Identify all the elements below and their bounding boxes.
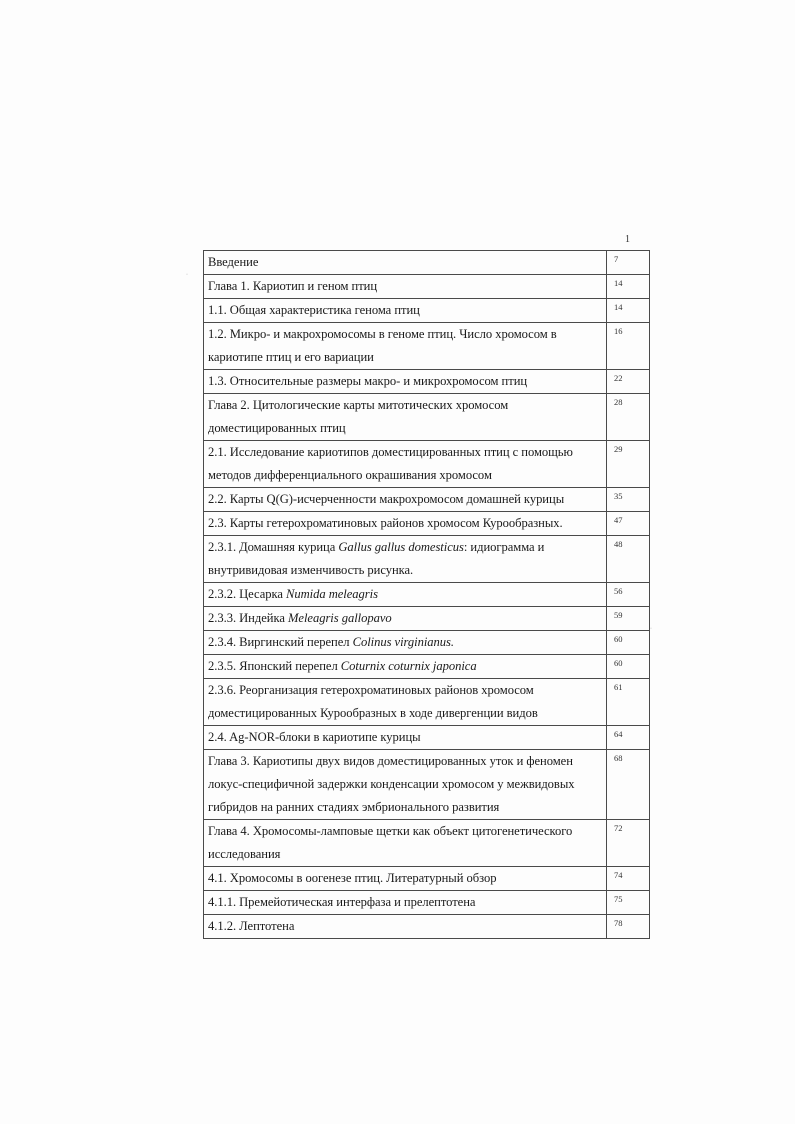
toc-row [204, 488, 650, 512]
toc-entry-page: 14 [607, 299, 650, 323]
toc-row [204, 655, 650, 679]
toc-row [204, 251, 650, 275]
toc-title-text: 2.4. Ag-NOR-блоки в кариотипе курицы [208, 730, 421, 744]
toc-row [204, 441, 650, 488]
toc-row [204, 536, 650, 583]
toc-title-text: 2.3. Карты гетерохроматиновых районов хромосом Курообразных. [208, 516, 563, 530]
toc-row [204, 299, 650, 323]
toc-row [204, 820, 650, 867]
toc-row [204, 867, 650, 891]
toc-entry-page: 29 [607, 441, 650, 488]
toc-entry-title [204, 679, 607, 726]
toc-entry-title [204, 323, 607, 370]
toc-entry-page: 56 [607, 583, 650, 607]
table-of-contents [203, 250, 650, 939]
toc-entry-title [204, 299, 607, 323]
toc-title-text: 2.3.2. Цесарка [208, 587, 287, 601]
toc-row [204, 915, 650, 939]
toc-title-text: 1.3. Относительные размеры макро- и микрохромосом птиц [208, 374, 528, 388]
toc-row [204, 891, 650, 915]
toc-title-text: Глава 1. Кариотип и геном птиц [208, 279, 378, 293]
toc-title-text: 1.1. Общая характеристика генома птиц [208, 303, 420, 317]
toc-row [204, 323, 650, 370]
toc-title-text: 2.2. Карты Q(G)-исчерченности макрохромосом домашней курицы [208, 492, 565, 506]
toc-entry-title [204, 583, 607, 607]
toc-title-text: Введение [208, 255, 259, 269]
toc-entry-page: 16 [607, 323, 650, 370]
toc-entry-page: 61 [607, 679, 650, 726]
toc-entry-page: 7 [607, 251, 650, 275]
toc-title-text: 4.1. Хромосомы в оогенезе птиц. Литературный обзор [208, 871, 497, 885]
toc-entry-title [204, 820, 607, 867]
toc-title-text: 4.1.1. Премейотическая интерфаза и прелептотена [208, 895, 476, 909]
toc-row [204, 512, 650, 536]
toc-entry-page: 72 [607, 820, 650, 867]
toc-title-italic: Colinus virginianus. [352, 635, 454, 649]
toc-row [204, 679, 650, 726]
toc-title-text: 2.3.1. Домашняя курица [208, 540, 339, 554]
toc-title-text: Глава 4. Хромосомы-ламповые щетки как объект цитогенетического исследования [208, 824, 573, 861]
toc-entry-title [204, 488, 607, 512]
toc-row [204, 370, 650, 394]
scan-speck: · [186, 272, 188, 278]
toc-row [204, 631, 650, 655]
toc-title-text: 1.2. Микро- и макрохромосомы в геноме птиц. Число хромосом в кариотипе птиц и его вариации [208, 327, 557, 364]
toc-row [204, 394, 650, 441]
toc-entry-page: 64 [607, 726, 650, 750]
toc-title-italic: Coturnix coturnix japonica [340, 659, 477, 673]
toc-title-text: 2.3.6. Реорганизация гетерохроматиновых районов хромосом доместицированных Курообразных в ходе дивергенции видов [208, 683, 538, 720]
toc-entry-title [204, 750, 607, 820]
toc-row [204, 607, 650, 631]
toc-entry-title [204, 631, 607, 655]
toc-entry-page: 74 [607, 867, 650, 891]
toc-entry-page: 59 [607, 607, 650, 631]
toc-entry-title [204, 275, 607, 299]
toc-entry-page: 75 [607, 891, 650, 915]
toc-entry-page: 35 [607, 488, 650, 512]
scan-speck: · [650, 626, 652, 632]
toc-title-italic: Numida meleagris [286, 587, 378, 601]
toc-title-text: Глава 2. Цитологические карты митотических хромосом доместицированных птиц [208, 398, 509, 435]
toc-entry-page: 14 [607, 275, 650, 299]
toc-body [204, 251, 650, 939]
toc-row [204, 726, 650, 750]
toc-entry-page: 60 [607, 655, 650, 679]
toc-entry-title [204, 394, 607, 441]
toc-entry-page: 60 [607, 631, 650, 655]
toc-entry-page: 78 [607, 915, 650, 939]
toc-entry-title [204, 536, 607, 583]
toc-entry-page: 22 [607, 370, 650, 394]
toc-title-text: 2.3.4. Виргинский перепел [208, 635, 353, 649]
toc-row [204, 275, 650, 299]
toc-entry-title [204, 891, 607, 915]
toc-title-text: Глава 3. Кариотипы двух видов доместицированных уток и феномен локус-специфичной задержки конденсации хромосом у межвидовых гибридов на ранних стадиях эмбрионального развития [208, 754, 575, 814]
toc-entry-page: 28 [607, 394, 650, 441]
toc-title-text: 4.1.2. Лептотена [208, 919, 295, 933]
toc-entry-title [204, 251, 607, 275]
toc-entry-page: 68 [607, 750, 650, 820]
toc-row [204, 750, 650, 820]
toc-entry-title [204, 655, 607, 679]
toc-entry-page: 48 [607, 536, 650, 583]
toc-title-italic: Gallus gallus domesticus [338, 540, 464, 554]
toc-entry-title [204, 512, 607, 536]
toc-entry-title [204, 441, 607, 488]
toc-title-italic: Meleagris gallopavo [287, 611, 392, 625]
page-number: 1 [625, 234, 630, 245]
toc-entry-page: 47 [607, 512, 650, 536]
toc-entry-title [204, 867, 607, 891]
toc-title-text: : идиограмма и внутривидовая изменчивость рисунка. [208, 540, 545, 577]
toc-row [204, 583, 650, 607]
toc-entry-title [204, 915, 607, 939]
toc-entry-title [204, 607, 607, 631]
toc-title-text: 2.3.3. Индейка [208, 611, 288, 625]
toc-entry-title [204, 726, 607, 750]
toc-title-text: 2.1. Исследование кариотипов доместицированных птиц с помощью методов дифференциального окрашивания хромосом [208, 445, 573, 482]
toc-entry-title [204, 370, 607, 394]
toc-title-text: 2.3.5. Японский перепел [208, 659, 341, 673]
